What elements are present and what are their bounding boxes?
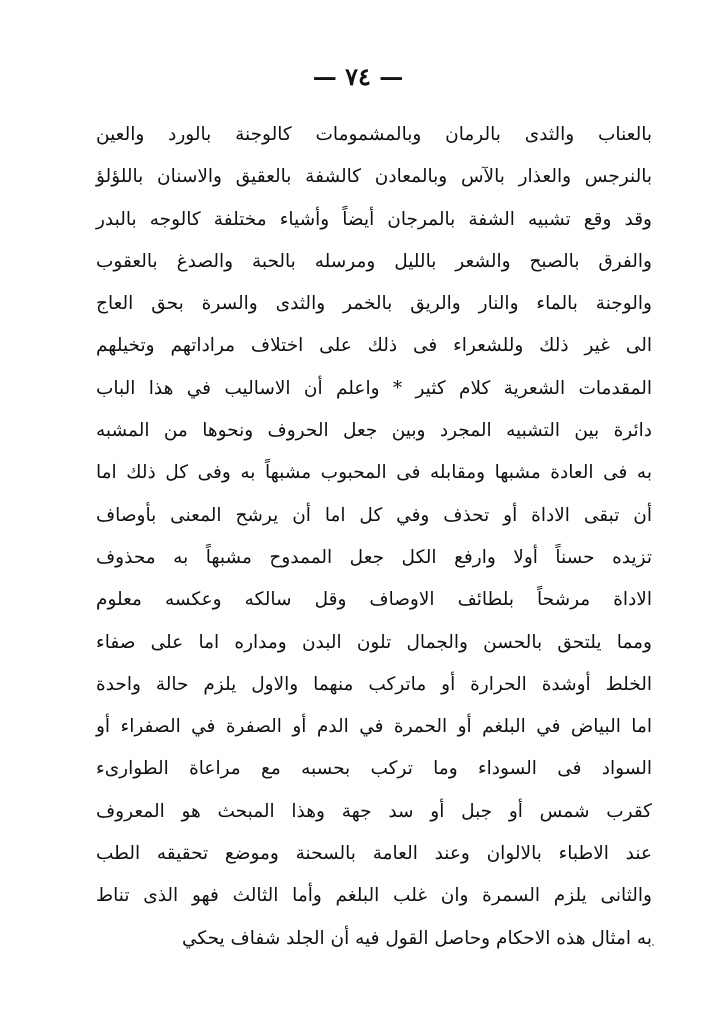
body-text [96, 114, 652, 960]
text-line: به امثال هذه الاحكام وحاصل القول فيه أن الجلد شفاف يحكي [181, 927, 652, 949]
text-line: الى غير ذلك وللشعراء فى ذلك على اختلاف مراداتهم وتخيلهم [96, 335, 652, 357]
text-line: الاداة مرشحاً بلطائف الاوصاف وقل سالكه وعكسه معلوم [96, 589, 652, 611]
page-number: — ٧٤ — [312, 62, 404, 91]
text-line: كقرب شمس أو جبل أو سد جهة وهذا المبحث هو المعروف [96, 800, 652, 822]
text-line: والثانى يلزم السمرة وان غلب البلغم وأما الثالث فهو الذى تناط [96, 885, 652, 907]
text-line: اما البياض في البلغم أو الحمرة في الدم أو الصفرة في الصفراء أو [96, 716, 652, 738]
text-line: تزيده حسناً أولا وارفع الكل جعل الممدوح مشبهاً به محذوف [96, 546, 652, 568]
text-line: وقد وقع تشبيه الشفة بالمرجان أيضاً وأشياء مختلفة كالوجه بالبدر [96, 208, 652, 230]
text-line: به فى العادة مشبها ومقابله فى المحبوب مشبهاً به وفى كل ذلك اما [96, 462, 652, 484]
text-line: والفرق بالصبح والشعر بالليل ومرسله بالحبة والصدغ بالعقوب [96, 250, 652, 272]
text-line: بالنرجس والعذار بالآس وبالمعادن كالشفة بالعقيق والاسنان باللؤلؤ [96, 166, 652, 188]
text-line: المقدمات الشعرية كلام كثير * واعلم أن الاساليب في هذا الباب [96, 377, 652, 399]
text-line: والوجنة بالماء والنار والريق بالخمر والثدى والسرة بحق العاج [96, 293, 652, 315]
text-line: السواد فى السوداء وما تركب بحسبه مع مراعاة الطوارىء [96, 758, 652, 780]
scan-speck [652, 944, 654, 946]
text-line: بالعناب والثدى بالرمان وبالمشمومات كالوجنة بالورد والعين [96, 124, 652, 145]
text-line: أن تبقى الاداة أو تحذف وفي كل اما أن يرشح المعنى بأوصاف [96, 504, 652, 526]
text-line: ومما يلتحق بالحسن والجمال تلون البدن ومداره اما على صفاء [96, 631, 652, 653]
text-line: دائرة بين التشبيه المجرد وبين جعل الحروف ونحوها من المشبه [96, 420, 652, 442]
text-line: عند الاطباء بالالوان وعند العامة بالسحنة وموضع تحقيقه الطب [96, 843, 652, 865]
text-line: الخلط أوشدة الحرارة أو ماتركب منهما والاول يلزم حالة واحدة [96, 673, 652, 695]
